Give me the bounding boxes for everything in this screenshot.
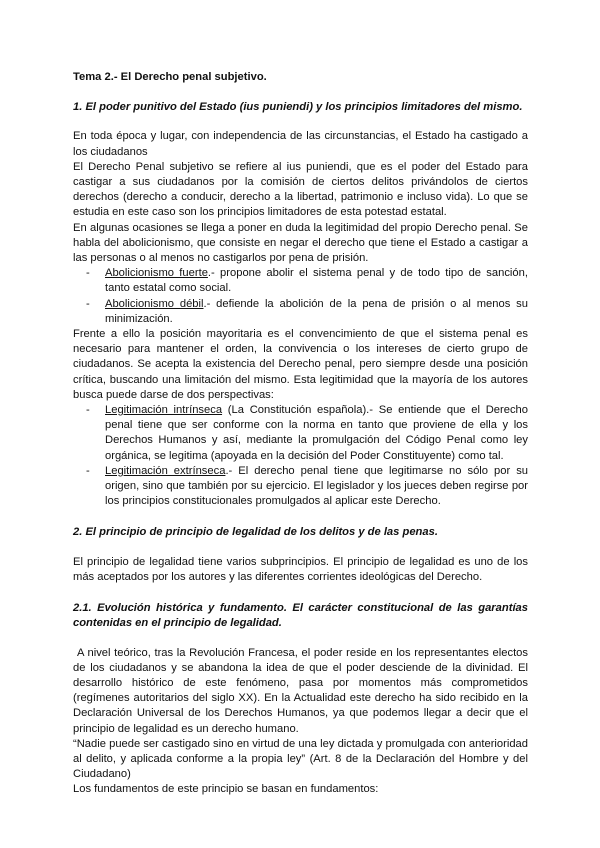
- paragraph: Los fundamentos de este principio se basan en fundamentos:: [73, 783, 379, 796]
- list-item-text: .- propone abolir el sistema penal y de todo tipo de sanción, tanto estatal como social.: [105, 267, 528, 295]
- legitimacion-list: [73, 403, 528, 509]
- list-item-term: Abolicionismo débil: [105, 297, 204, 310]
- list-item-text: .- defiende la abolición de la pena de prisión o al menos su minimización.: [105, 297, 528, 325]
- list-item: [73, 464, 528, 510]
- list-item-text: (La Constitución española).- Se entiende que el Derecho penal tiene que ser conforme con la norma en tanto que proviene de ella y los Derechos Humanos y así, mediante la promulgación del Código Penal como ley orgánica, se legitima (apoyada en la decisión del Poder Constituyente) como tal.: [105, 404, 528, 462]
- paragraph: Frente a ello la posición mayoritaria es el convencimiento de que el sistema penal es necesario para mantener el orden, la convivencia o los intereses de cierto grupo de ciudadanos. Se acepta la existencia del Derecho penal, pero siempre desde una posición crítica, buscando una limitación del mismo. Esta legitimidad que la mayoría de los autores busca puede darse de dos perspectivas:: [73, 328, 528, 401]
- list-item-term: Legitimación intrínseca: [105, 404, 223, 417]
- paragraph: El principio de legalidad tiene varios subprincipios. El principio de legalidad es uno de los más aceptados por los autores y las diferentes corrientes ideológicas del Derecho.: [73, 555, 528, 583]
- quote-paragraph: “Nadie puede ser castigado sino en virtud de una ley dictada y promulgada con anterioridad al delito, y aplicada conforme a la propia ley” (Art. 8 de la Declaración del Hombre y del Ciudadano): [73, 737, 528, 781]
- list-item-term: Abolicionismo fuerte: [105, 267, 208, 280]
- section-1-heading: 1. El poder punitivo del Estado (ius puniendi) y los principios limitadores del mismo.: [73, 101, 523, 114]
- section-2-heading: 2. El principio de principio de legalidad de los delitos y de las penas.: [73, 526, 438, 539]
- document-body: [73, 70, 528, 798]
- paragraph: El Derecho Penal subjetivo se refiere al ius puniendi, que es el poder del Estado para castigar a sus ciudadanos por la comisión de ciertos delitos privándolos de ciertos derechos (derecho a conducir, derecho a la libertad, patrimonio e incluso vida). Lo que se estudia en este caso son los principios limitadores de esta potestad estatal.: [73, 160, 528, 219]
- list-item-text: .- El derecho penal tiene que legitimarse no sólo por su origen, sino que también por su ejercicio. El legislador y los jueces deben regirse por los principios constitucionales promulgados al aplicar este Derecho.: [105, 464, 529, 508]
- list-item: [73, 297, 528, 327]
- paragraph: En algunas ocasiones se llega a poner en duda la legitimidad del propio Derecho penal. Se habla del abolicionismo, que consiste en negar el derecho que tiene el Estado a castigar a las personas o al menos no castigarlos por pena de prisión.: [73, 221, 528, 265]
- document-title: Tema 2.- El Derecho penal subjetivo.: [73, 71, 267, 83]
- paragraph: A nivel teórico, tras la Revolución Francesa, el poder reside en los representantes electos de los ciudadanos y se abandona la idea de que el poder desciende de la divinidad. El desarrollo histórico de este fenómeno, pasa por momentos más comprometidos (regímenes autoritarios del siglo XX). En la Actualidad este derecho ha sido recibido en la Declaración Universal de los Derechos Humanos, ya que podemos llegar a decir que el principio de legalidad es un derecho humano.: [73, 646, 528, 735]
- list-item-term: Legitimación extrínseca: [105, 464, 226, 477]
- list-item: [73, 266, 528, 296]
- paragraph: En toda época y lugar, con independencia de las circunstancias, el Estado ha castigado a los ciudadanos: [73, 130, 528, 158]
- abolicionismo-list: [73, 266, 528, 327]
- list-item: [73, 403, 528, 464]
- section-2-1-heading: 2.1. Evolución histórica y fundamento. El carácter constitucional de las garantías contenidas en el principio de legalidad.: [73, 602, 528, 630]
